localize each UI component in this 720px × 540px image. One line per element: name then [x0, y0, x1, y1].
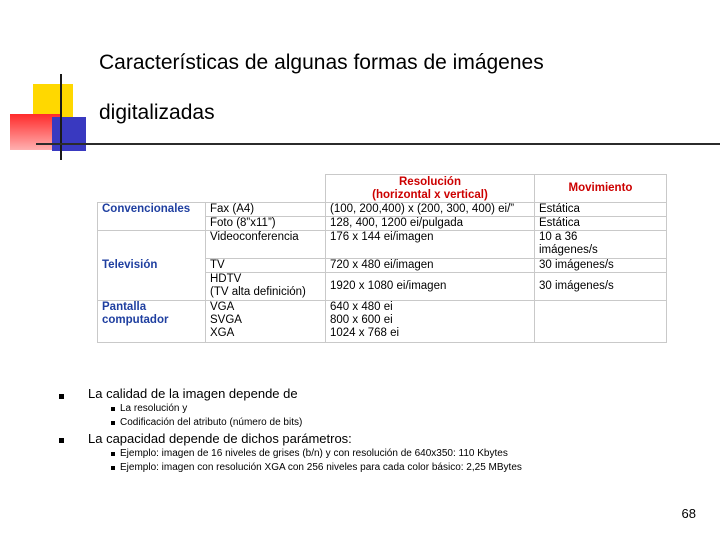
- group-name-line: Pantalla: [102, 301, 147, 313]
- movement-cell: Estática: [535, 203, 667, 217]
- resolution-cell: (100, 200,400) x (200, 300, 400) ei/”: [326, 203, 535, 217]
- group-name: Televisión: [102, 259, 158, 271]
- resolution-cell: [326, 301, 535, 343]
- movement-cell: 30 imágenes/s: [535, 259, 667, 273]
- movement-line: imágenes/s: [539, 244, 598, 256]
- table-row: [98, 203, 667, 217]
- format-cell: [206, 301, 326, 343]
- resolution-cell: 176 x 144 ei/imagen: [326, 231, 535, 259]
- slide-title-line-1: Características de algunas formas de imágenes: [99, 51, 544, 74]
- decor-horizontal-line: [36, 143, 720, 145]
- bullet-square-icon: [59, 438, 64, 443]
- header-resolution: [326, 175, 535, 203]
- resolution-cell: 1920 x 1080 ei/imagen: [326, 273, 535, 301]
- group-header-pantalla-computador: [98, 301, 206, 343]
- movement-cell: 30 imágenes/s: [535, 273, 667, 301]
- decor-vertical-line: [60, 74, 62, 160]
- resolution-line: 1024 x 768 ei: [330, 327, 400, 339]
- sub-bullet-text: Ejemplo: imagen con resolución XGA con 256 niveles para cada color básico: 2,25 MBytes: [120, 462, 522, 473]
- header-movement: Movimiento: [535, 175, 667, 203]
- table-row: [98, 231, 667, 259]
- sub-bullet-text: La resolución y: [120, 403, 188, 414]
- sub-bullet-square-icon: [111, 466, 115, 470]
- format-line: (TV alta definición): [210, 286, 306, 298]
- group-name-line: computador: [102, 314, 169, 326]
- movement-line: 10 a 36: [539, 231, 578, 243]
- resolution-cell: 128, 400, 1200 ei/pulgada: [326, 217, 535, 231]
- format-line: XGA: [210, 327, 235, 339]
- format-line: HDTV: [210, 273, 242, 285]
- resolution-line: 800 x 600 ei: [330, 314, 393, 326]
- header-resolution-line-2: (horizontal x vertical): [372, 188, 488, 201]
- format-line: SVGA: [210, 314, 242, 326]
- table-row: [98, 301, 667, 343]
- sub-bullet-square-icon: [111, 407, 115, 411]
- decor-blue-square: [52, 117, 86, 151]
- bullet-text: La calidad de la imagen depende de: [88, 386, 298, 401]
- table-header-row: [98, 175, 667, 203]
- format-cell: Fax (A4): [206, 203, 326, 217]
- format-cell: TV: [206, 259, 326, 273]
- group-header-convencionales: [98, 203, 206, 231]
- sub-bullet-text: Codificación del atributo (número de bits): [120, 417, 303, 428]
- slide-title-line-2: digitalizadas: [99, 101, 215, 124]
- image-formats-table: [97, 174, 667, 343]
- movement-cell: Estática: [535, 217, 667, 231]
- format-cell: Videoconferencia: [206, 231, 326, 259]
- format-cell: Foto (8”x11”): [206, 217, 326, 231]
- movement-cell: [535, 301, 667, 343]
- page-number: 68: [681, 506, 696, 521]
- table-corner-cell: [98, 175, 326, 203]
- bullet-square-icon: [59, 394, 64, 399]
- movement-cell: [535, 231, 667, 259]
- group-header-television: [98, 231, 206, 301]
- resolution-line: 640 x 480 ei: [330, 301, 393, 313]
- sub-bullet-square-icon: [111, 421, 115, 425]
- group-name: Convencionales: [102, 203, 191, 215]
- sub-bullet-text: Ejemplo: imagen de 16 niveles de grises (b/n) y con resolución de 640x350: 110 Kbytes: [120, 448, 508, 459]
- sub-bullet-square-icon: [111, 452, 115, 456]
- format-cell: [206, 273, 326, 301]
- resolution-cell: 720 x 480 ei/imagen: [326, 259, 535, 273]
- header-resolution-line-1: Resolución: [399, 175, 461, 188]
- format-line: VGA: [210, 301, 235, 313]
- bullet-text: La capacidad depende de dichos parámetros:: [88, 431, 352, 446]
